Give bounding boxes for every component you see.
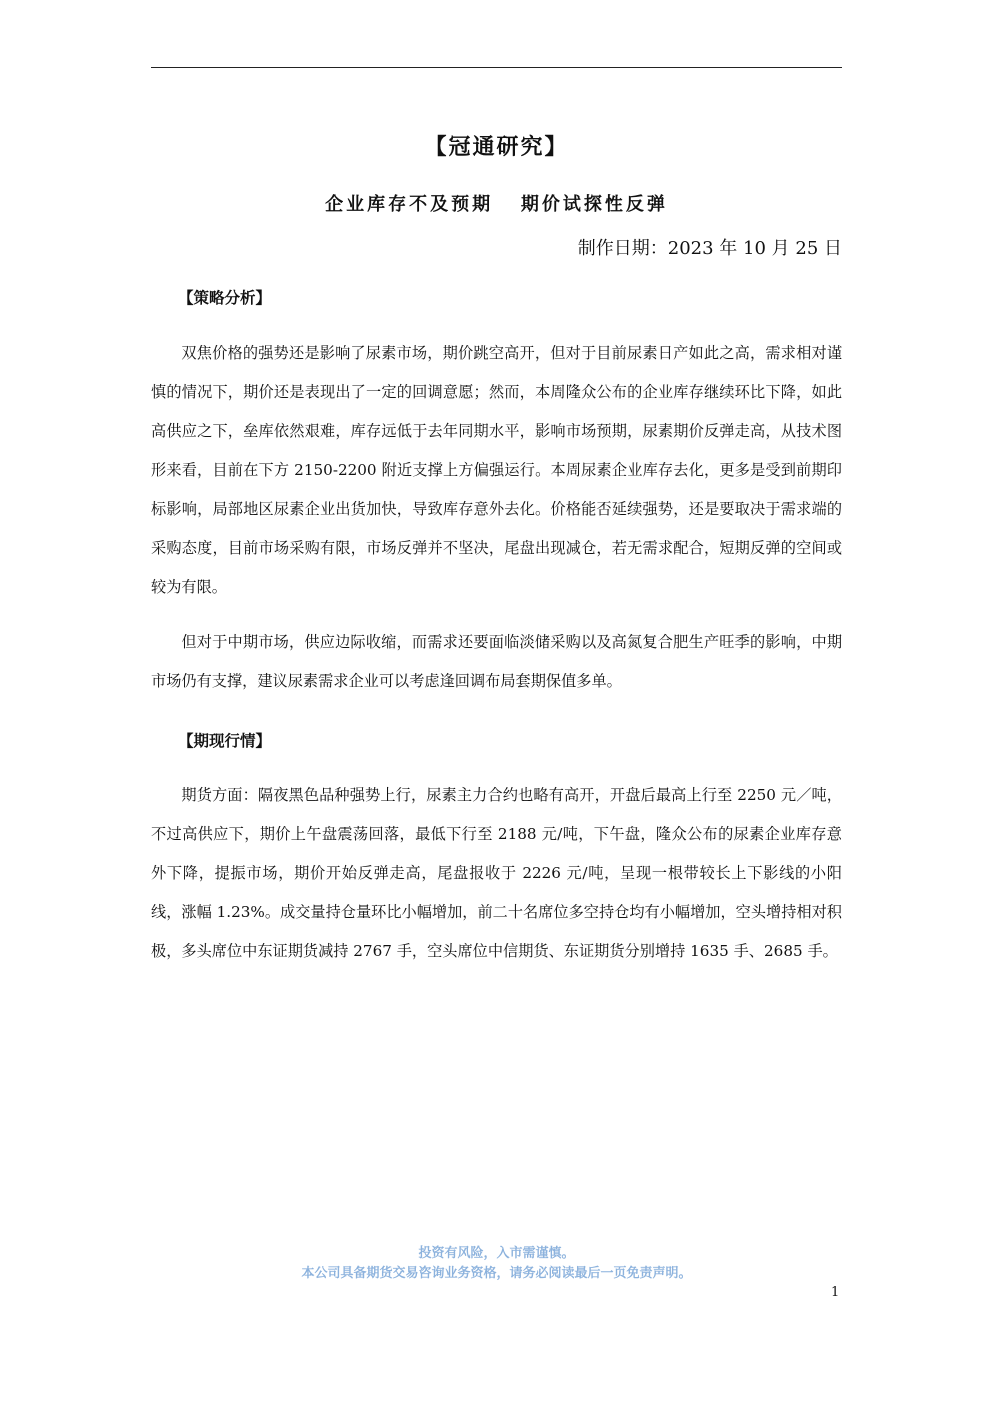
- market-paragraph-1: [151, 776, 842, 971]
- header-rule: [151, 67, 842, 68]
- paragraph-text: 期货方面：隔夜黑色品种强势上行，尿素主力合约也略有高开，开盘后最高上行至 2250 元／吨，不过高供应下，期价上午盘震荡回落，最低下行至 2188 元/吨，下午盘，隆众公布的尿素企业库存意外下降，提振市场，期价开始反弹走高，尾盘报收于 2226 元/吨，呈现一根带较长上下影线的小阳线，涨幅 1.23%。成交量持仓量环比小幅增加，前二十名席位多空持仓均有小幅增加，空头增持相对积极，多头席位中东证期货减持 2767 手，空头席位中信期货、东证期货分别增持 1635 手、2685 手。: [151, 786, 842, 960]
- strategy-paragraph-1: [151, 334, 842, 607]
- section-heading-market: 【期现行情】: [178, 732, 272, 750]
- paragraph-text: 双焦价格的强势还是影响了尿素市场，期价跳空高开，但对于目前尿素日产如此之高，需求相对谨慎的情况下，期价还是表现出了一定的回调意愿；然而，本周隆众公布的企业库存继续环比下降，如此高供应之下，垒库依然艰难，库存远低于去年同期水平，影响市场预期，尿素期价反弹走高，从技术图形来看，目前在下方 2150-2200 附近支撑上方偏强运行。本周尿素企业库存去化，更多是受到前期印标影响，局部地区尿素企业出货加快，导致库存意外去化。价格能否延续强势，还是要取决于需求端的采购态度，目前市场采购有限，市场反弹并不坚决，尾盘出现减仓，若无需求配合，短期反弹的空间或较为有限。: [151, 344, 842, 596]
- risk-notice: 投资有风险，入市需谨慎。: [418, 1246, 575, 1261]
- report-date: 制作日期：2023 年 10 月 25 日: [577, 238, 842, 259]
- report-brand: 【冠通研究】: [424, 135, 569, 160]
- page-number: 1: [831, 1285, 840, 1300]
- section-heading-strategy: 【策略分析】: [178, 289, 272, 307]
- report-headline: 企业库存不及预期 期价试探性反弹: [325, 194, 668, 215]
- strategy-paragraph-2: [151, 623, 842, 701]
- paragraph-text: 但对于中期市场，供应边际收缩，而需求还要面临淡储采购以及高氮复合肥生产旺季的影响，中期市场仍有支撑，建议尿素需求企业可以考虑逢回调布局套期保值多单。: [151, 633, 842, 690]
- disclaimer-notice: 本公司具备期货交易咨询业务资格，请务必阅读最后一页免责声明。: [301, 1266, 692, 1281]
